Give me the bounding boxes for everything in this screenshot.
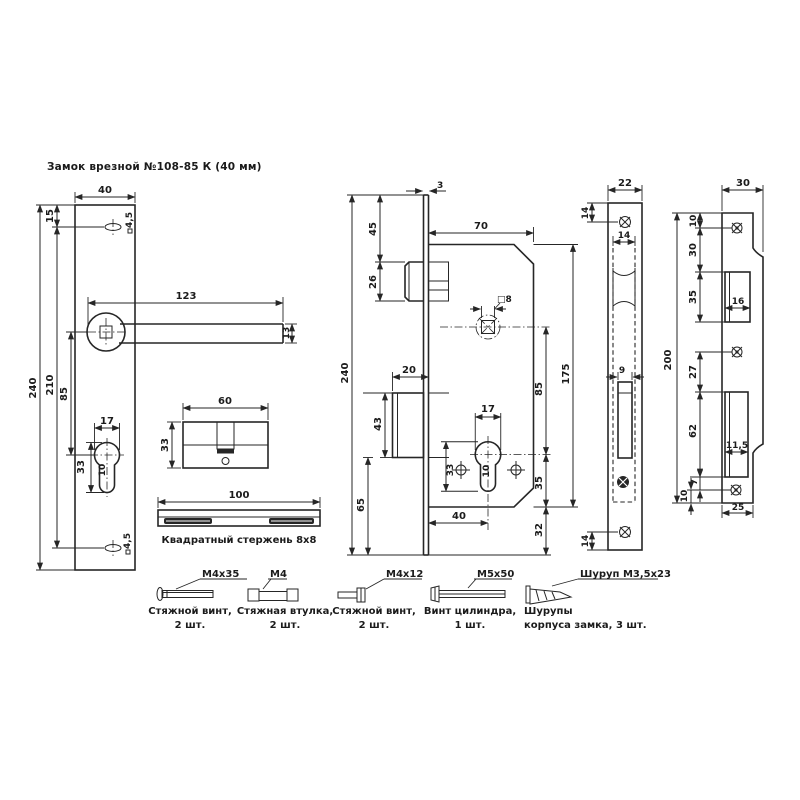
fp-dim-screw-bottom-offset: 14 <box>581 534 591 548</box>
sp-dim-screw-to-latch: 30 <box>688 243 699 257</box>
fp-dim-width: 22 <box>618 178 632 189</box>
hp-dim-plate-height: 240 <box>28 377 39 399</box>
sp-dim-latch-opening-width: 16 <box>731 297 745 307</box>
fastener-label: M4 <box>270 569 287 580</box>
lb-dim-cyl-stem: 10 <box>482 464 492 478</box>
hp-dim-cyl-height: 33 <box>76 460 87 474</box>
fastener-label: Шуруп М3,5х23 <box>580 569 671 580</box>
cy-dim-height: 33 <box>160 438 171 452</box>
lb-dim-cyl-width: 17 <box>481 404 495 415</box>
lb-dim-body-height: 175 <box>561 363 572 385</box>
sp-dim-deadbolt-opening-height: 62 <box>688 424 699 438</box>
sp-dim-plate-width: 25 <box>731 503 745 513</box>
sp-dim-screw-to-deadbolt: 27 <box>688 365 699 379</box>
fastener-caption: Стяжная втулка, <box>236 606 334 617</box>
fastener-qty: 2 шт. <box>174 620 206 631</box>
hp-dim-lever-length: 123 <box>175 291 197 302</box>
lb-dim-cyl-height: 33 <box>446 463 456 477</box>
fastener-qty: корпуса замка, 3 шт. <box>524 620 647 631</box>
hp-dim-slot-bottom: 4,5 <box>123 533 133 549</box>
lb-dim-faceplate-height: 240 <box>340 362 351 384</box>
fastener-qty: 2 шт. <box>358 620 390 631</box>
sp-dim-overall-width: 30 <box>736 178 750 189</box>
lb-dim-axis-distance: 85 <box>534 382 545 396</box>
lb-dim-backset: 40 <box>452 511 466 522</box>
lb-dim-latch-height: 26 <box>368 275 379 289</box>
sp-dim-screw-top-offset: 10 <box>689 214 699 228</box>
cylinder-screw-head <box>617 476 629 488</box>
fp-dim-latch-cutout-width: 14 <box>617 231 631 241</box>
square-rod-caption: Квадратный стержень 8х8 <box>161 535 317 546</box>
hp-dim-plate-width: 40 <box>98 185 112 196</box>
hp-dim-handle-to-cylinder: 85 <box>59 387 70 401</box>
lb-dim-deadbolt-width: 20 <box>402 365 416 376</box>
hp-dim-screw-slot-span: 210 <box>45 374 56 396</box>
hp-dim-slot-top-offset: 15 <box>45 209 56 223</box>
sp-dim-latch-opening-height: 35 <box>688 290 699 304</box>
rod-dim-length: 100 <box>228 490 250 501</box>
fastener-caption: Стяжной винт, <box>148 606 232 617</box>
lb-dim-deadbolt-height: 43 <box>373 417 384 431</box>
sp-dim-height: 200 <box>663 349 674 371</box>
lb-dim-body-to-plate-bottom: 32 <box>534 523 545 537</box>
fastener-caption: Винт цилиндра, <box>423 606 517 617</box>
fastener-label: M5x50 <box>477 569 515 580</box>
lb-dim-spindle-square: □8 <box>497 295 512 305</box>
hp-dim-lever-width: 13 <box>282 326 292 340</box>
hp-dim-cyl-width: 17 <box>100 416 114 427</box>
hp-dim-slot-top: 4,5 <box>125 212 135 228</box>
fp-dim-deadbolt-slot-width: 9 <box>618 366 626 376</box>
fp-dim-screw-top-offset: 14 <box>581 206 591 220</box>
sp-dim-screw-to-bottom: 10 <box>680 489 690 503</box>
sp-dim-deadbolt-to-screw: 7 <box>690 478 700 486</box>
fastener-label: M4x35 <box>202 569 240 580</box>
hp-dim-cyl-stem: 10 <box>98 463 108 477</box>
cy-dim-length: 60 <box>218 396 232 407</box>
fastener-label: M4x12 <box>386 569 424 580</box>
drawing-title: Замок врезной №108-85 К (40 мм) <box>47 161 262 173</box>
lb-dim-deadbolt-to-bottom: 65 <box>356 498 367 512</box>
lb-dim-faceplate-thickness: 3 <box>437 181 444 191</box>
fastener-qty: 2 шт. <box>269 620 301 631</box>
fastener-caption: Шурупы <box>524 606 573 617</box>
fastener-caption: Стяжной винт, <box>332 606 416 617</box>
lb-dim-cyl-to-body-bottom: 35 <box>534 476 545 490</box>
lb-dim-body-depth: 70 <box>474 221 488 232</box>
fastener-qty: 1 шт. <box>454 620 486 631</box>
lb-dim-latch-top-offset: 45 <box>368 222 379 236</box>
sp-dim-deadbolt-opening-width: 11,5 <box>725 441 749 451</box>
